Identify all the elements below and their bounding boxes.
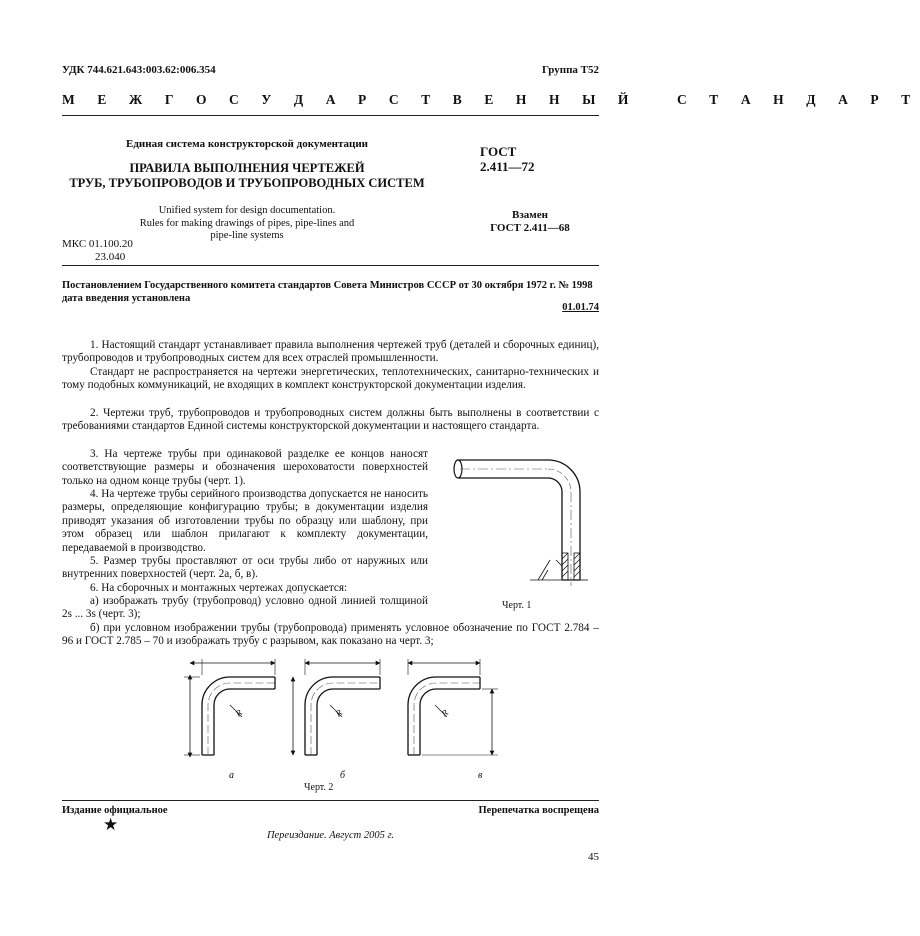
figure-2v: [408, 659, 498, 755]
reprint-prohibited-label: Перепечатка воспрещена: [478, 805, 599, 816]
paragraph-1: [62, 339, 599, 366]
udk-code: УДК 744.621.643:003.62:006.354: [62, 64, 216, 76]
decree-line-1: Постановлением Государственного комитета стандартов Совета Министров СССР от 30 октября 1972 г. № 1998: [62, 280, 593, 291]
replaces-block: [470, 209, 590, 235]
figure-2-pipe-drawings: [180, 655, 510, 775]
decree-line-2: дата введения установлена: [62, 293, 191, 304]
page-number: 45: [588, 851, 599, 863]
figure-1-caption: Черт. 1: [502, 600, 532, 611]
figure-1-pipe-drawing: [438, 448, 598, 598]
paragraph-1b: [62, 366, 599, 393]
reprint-note: Переиздание. Август 2005 г.: [266, 830, 395, 841]
paragraph-5: [62, 555, 428, 582]
paragraph-1-text: 1. Настоящий стандарт устанавливает правила выполнения чертежей труб (деталей и сборочных единиц), трубопроводов и трубопроводных систем для всех отраслей промышленности.: [62, 339, 599, 365]
title-rule: [62, 265, 599, 266]
figure-2-caption: Черт. 2: [304, 782, 334, 793]
english-line-3: pipe-line systems: [210, 230, 284, 241]
figure-2-sub-a: а: [229, 770, 234, 781]
star-icon: ★: [103, 815, 119, 834]
paragraph-4: [62, 488, 428, 555]
paragraph-5-text: 5. Размер трубы проставляют от оси трубы либо от наружных или внутренних поверхностей (черт. 2а, б, в).: [62, 555, 428, 581]
paragraph-1b-text: Стандарт не распространяется на чертежи энергетических, теплотехнических, санитарно-технических и тому подобных коммуникаций, не входящих в комплект конструкторской документации изделия.: [62, 366, 599, 392]
radius-label-a: R: [233, 707, 245, 719]
title-line-2: ТРУБ, ТРУБОПРОВОДОВ И ТРУБОПРОВОДНЫХ СИСТЕМ: [69, 176, 425, 190]
mks-line-1: МКС 01.100.20: [62, 238, 133, 250]
paragraph-6-text: 6. На сборочных и монтажных чертежах допускается:: [90, 582, 348, 594]
header-rule: [62, 115, 599, 116]
official-edition-label: Издание официальное: [62, 805, 168, 816]
paragraph-6b-text: б) при условном изображении трубы (трубопровода) применять условное обозначение по ГОСТ 2.784 – 96 и ГОСТ 2.785 – 70 и изображать трубу с разрывом, как показано на черт. 3;: [62, 622, 599, 648]
english-title: [62, 205, 432, 243]
footer-rule: [62, 800, 599, 801]
replaces-line-2: ГОСТ 2.411—68: [490, 222, 570, 234]
figure-2-sub-b: б: [340, 770, 346, 781]
paragraph-3-text: 3. На чертеже трубы при одинаковой разделке ее концов наносят соответствующие размеры и обозначения шероховатости поверхностей только на одном конце трубы (черт. 1).: [62, 448, 428, 487]
paragraph-2-text: 2. Чертежи труб, трубопроводов и трубопроводных систем должны быть выполнены в соответствии с требованиями стандартов Единой системы конструкторской документации и настоящего стандарта.: [62, 407, 599, 433]
paragraph-6a-text: а) изображать трубу (трубопровод) условно одной линией толщиной 2s ... 3s (черт. 3);: [62, 595, 428, 621]
document-title: [62, 161, 432, 191]
english-line-2: Rules for making drawings of pipes, pipe-lines and: [139, 217, 355, 229]
paragraph-6b: [62, 622, 599, 649]
gost-line-1: ГОСТ: [480, 144, 517, 159]
replaces-line-1: Взамен: [512, 209, 548, 221]
paragraph-6: [62, 582, 428, 595]
gost-line-2: 2.411—72: [480, 159, 535, 174]
figure-2a: [184, 659, 275, 757]
decree-text: [62, 279, 602, 305]
english-line-1: Unified system for design documentation.: [158, 205, 336, 216]
standard-type-heading: М Е Ж Г О С У Д А Р С Т В Е Н Н Ы Й С Т А Н Д А Р Т: [62, 92, 920, 107]
paragraph-3: [62, 448, 428, 488]
title-line-1: ПРАВИЛА ВЫПОЛНЕНИЯ ЧЕРТЕЖЕЙ: [129, 161, 365, 175]
figure-2-sub-v: в: [478, 770, 483, 781]
group-code: Группа Т52: [541, 64, 599, 76]
paragraph-4-text: 4. На чертеже трубы серийного производства допускается не наносить размеры, определяющие конфигурацию трубы; в документации изделия приводят указания об изготовлении трубы по образцу или шаблону, при этом образец или шаблон прилагают к комплекту документации, передаваемой в производство.: [62, 488, 428, 554]
system-name: Единая система конструкторской документации: [126, 138, 368, 150]
effective-date: 01.01.74: [562, 302, 599, 313]
radius-label-v: R: [439, 707, 451, 719]
paragraph-2: [62, 407, 599, 434]
mks-line-2: 23.040: [95, 251, 126, 263]
gost-number: [480, 144, 560, 174]
radius-label-b: R: [333, 707, 345, 719]
mks-codes: [62, 238, 133, 264]
paragraph-6a: [62, 595, 428, 622]
